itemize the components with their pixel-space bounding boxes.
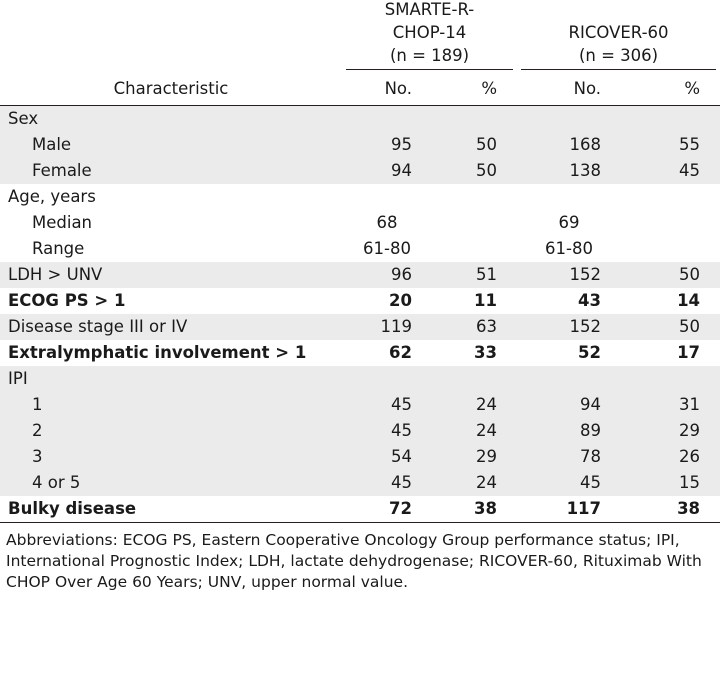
cell-smarte-pct: 38 [474, 499, 498, 518]
column-header-characteristic: Characteristic [113, 79, 229, 98]
cell-ricover-no: 45 [517, 470, 621, 496]
group-header-smarte-line2: CHOP-14 [392, 23, 467, 42]
cell-smarte-pct: 29 [432, 444, 517, 470]
cell-ricover-pct [621, 106, 720, 133]
row-label: Sex [0, 106, 342, 133]
cell-ricover-pct: 26 [621, 444, 720, 470]
row-label: 1 [0, 392, 342, 418]
group-header-smarte-line1: SMARTE-R- [384, 0, 475, 19]
table-body [0, 106, 720, 523]
cell-ricover-no: 43 [578, 291, 602, 310]
cell-ricover-no: 69 [558, 213, 580, 232]
column-header-smarte-pct: % [481, 79, 498, 98]
table-row [0, 444, 720, 470]
cell-smarte-pct: 51 [432, 262, 517, 288]
row-label: Age, years [8, 187, 96, 206]
group-header-ricover [517, 0, 720, 72]
cell-ricover-pct: 17 [677, 343, 701, 362]
cell-smarte-pct: 11 [474, 291, 498, 310]
group-header-smarte-line3: (n = 189) [389, 46, 470, 65]
row-label: 2 [0, 418, 342, 444]
column-header-ricover-no: No. [573, 79, 602, 98]
cell-ricover-pct: 50 [621, 262, 720, 288]
table-row [0, 340, 720, 366]
cell-smarte-no [342, 106, 432, 133]
cell-ricover-no: 168 [517, 132, 621, 158]
cell-ricover-no [517, 106, 621, 133]
cell-ricover-pct [621, 184, 720, 210]
row-label: Male [0, 132, 342, 158]
cell-smarte-no [342, 184, 432, 210]
group-header-ricover-line2: RICOVER-60 [568, 23, 669, 42]
table-row [0, 392, 720, 418]
table-row [0, 210, 720, 236]
table-row [0, 366, 720, 392]
cell-ricover-no: 152 [517, 314, 621, 340]
table-row [0, 106, 720, 133]
cell-smarte-pct [432, 366, 517, 392]
row-label: Bulky disease [8, 499, 137, 518]
cell-ricover-pct: 15 [621, 470, 720, 496]
cell-smarte-no: 62 [389, 343, 412, 362]
cell-smarte-pct [432, 106, 517, 133]
table-head [0, 0, 720, 106]
group-header-smarte [342, 0, 517, 72]
cell-ricover-pct: 45 [621, 158, 720, 184]
cell-ricover-pct [621, 236, 720, 262]
row-label: Extralymphatic involvement > 1 [8, 343, 307, 362]
cell-smarte-pct: 50 [432, 132, 517, 158]
cell-ricover-pct: 55 [621, 132, 720, 158]
cell-smarte-pct: 63 [432, 314, 517, 340]
cell-smarte-no: 119 [342, 314, 432, 340]
cell-smarte-no: 45 [342, 470, 432, 496]
table-row [0, 236, 720, 262]
table-footnote: Abbreviations: ECOG PS, Eastern Cooperative Oncology Group performance status; IPI, International Prognostic Index; LDH, lactate dehydrogenase; RICOVER-60, Rituximab With CHOP Over Age 60 Years; UNV, upper normal value. [0, 522, 720, 593]
cell-smarte-no: 72 [389, 499, 412, 518]
table-row [0, 132, 720, 158]
row-label: Range [32, 239, 85, 258]
cell-smarte-no: 45 [342, 392, 432, 418]
group-header-ricover-rule [521, 69, 716, 70]
row-label: LDH > UNV [0, 262, 342, 288]
cell-ricover-no [517, 366, 621, 392]
table-row [0, 262, 720, 288]
cell-smarte-pct: 24 [432, 392, 517, 418]
cell-ricover-no: 94 [517, 392, 621, 418]
cell-ricover-no: 117 [566, 499, 602, 518]
cell-ricover-pct: 50 [621, 314, 720, 340]
cell-ricover-no: 89 [517, 418, 621, 444]
cell-smarte-pct [432, 210, 517, 236]
cell-ricover-no: 52 [578, 343, 602, 362]
row-label: Female [0, 158, 342, 184]
group-header-ricover-line3: (n = 306) [578, 46, 659, 65]
cell-ricover-no: 152 [517, 262, 621, 288]
cell-smarte-no: 94 [342, 158, 432, 184]
cell-smarte-pct: 24 [432, 470, 517, 496]
column-header-ricover-pct: % [684, 79, 701, 98]
table-row [0, 470, 720, 496]
cell-ricover-no [517, 184, 621, 210]
cell-smarte-pct: 50 [432, 158, 517, 184]
table-row [0, 496, 720, 522]
cell-smarte-pct [432, 236, 517, 262]
group-header-row [0, 0, 720, 72]
cell-ricover-pct: 29 [621, 418, 720, 444]
cell-ricover-pct: 38 [677, 499, 701, 518]
cell-ricover-no: 138 [517, 158, 621, 184]
table-row [0, 288, 720, 314]
group-header-blank [0, 0, 342, 72]
cell-ricover-no: 61-80 [545, 239, 593, 258]
row-label: Disease stage III or IV [0, 314, 342, 340]
group-header-smarte-rule [346, 69, 513, 70]
table-row [0, 418, 720, 444]
cell-ricover-pct: 31 [621, 392, 720, 418]
row-label: IPI [0, 366, 342, 392]
cell-smarte-no: 95 [342, 132, 432, 158]
cell-smarte-no: 61-80 [363, 239, 411, 258]
cell-smarte-no: 20 [389, 291, 412, 310]
cell-ricover-pct [621, 210, 720, 236]
column-header-row [0, 72, 720, 106]
cell-smarte-no: 54 [342, 444, 432, 470]
cell-smarte-no [342, 366, 432, 392]
row-label: 4 or 5 [0, 470, 342, 496]
table-row [0, 184, 720, 210]
cell-smarte-pct: 33 [474, 343, 498, 362]
column-header-smarte-no: No. [384, 79, 412, 98]
row-label: Median [32, 213, 93, 232]
table-row [0, 314, 720, 340]
row-label: 3 [0, 444, 342, 470]
cell-ricover-no: 78 [517, 444, 621, 470]
cell-smarte-pct [432, 184, 517, 210]
row-label: ECOG PS > 1 [8, 291, 126, 310]
cell-ricover-pct: 14 [677, 291, 701, 310]
cell-smarte-pct: 24 [432, 418, 517, 444]
cell-ricover-pct [621, 366, 720, 392]
cell-smarte-no: 96 [342, 262, 432, 288]
table-row [0, 158, 720, 184]
cell-smarte-no: 45 [342, 418, 432, 444]
cell-smarte-no: 68 [376, 213, 398, 232]
